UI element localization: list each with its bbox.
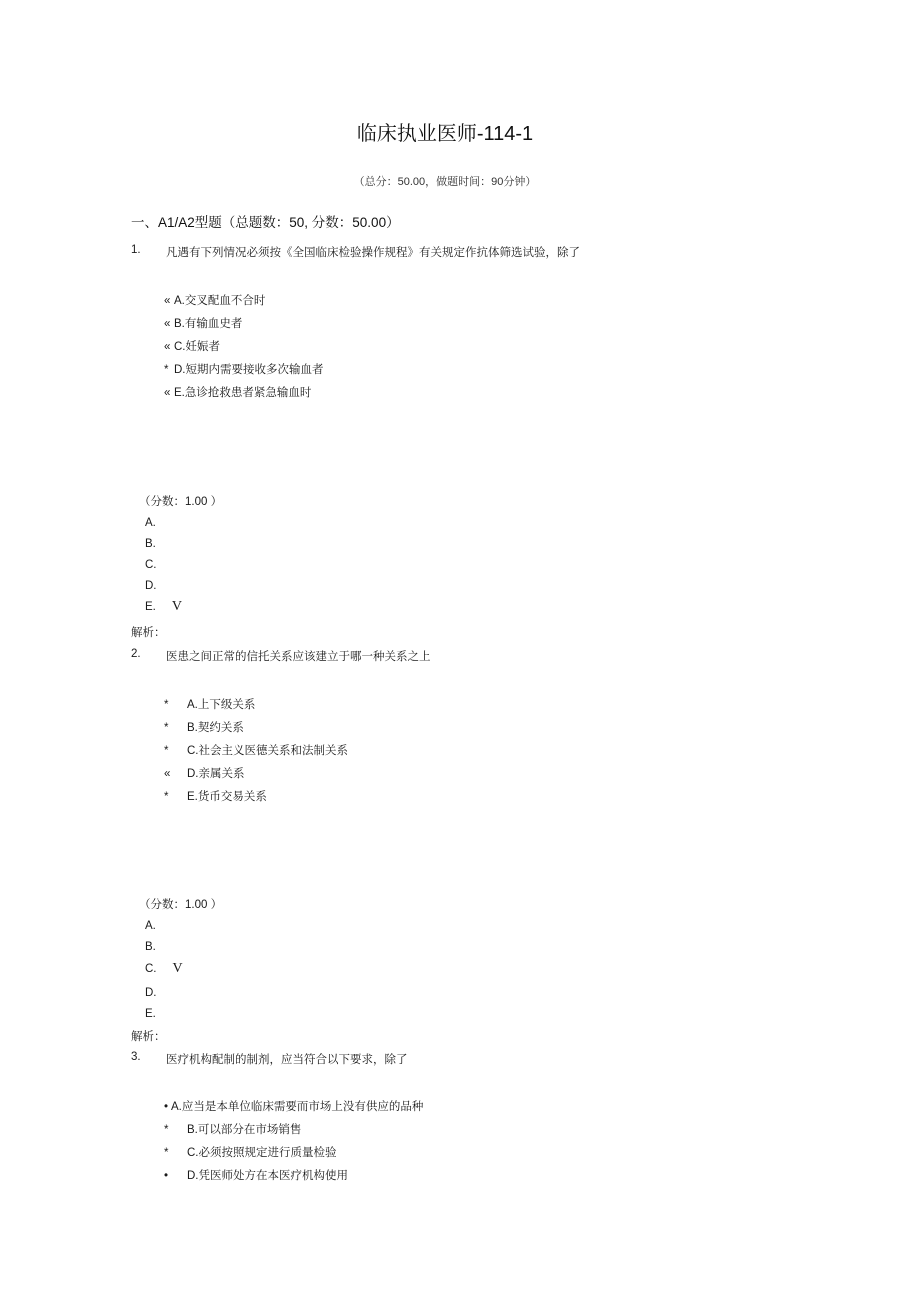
option-text: C.必须按照规定进行质量检验 xyxy=(187,1147,337,1159)
option-row[interactable] xyxy=(164,315,242,331)
answer-letter: E. xyxy=(145,601,156,613)
answer-letter: D. xyxy=(145,987,157,999)
option-marker: * xyxy=(164,364,169,376)
answer-row xyxy=(145,557,173,573)
option-text: C.社会主义医德关系和法制关系 xyxy=(187,745,348,757)
option-marker: • xyxy=(164,1170,169,1182)
answer-row xyxy=(145,578,173,594)
answer-row xyxy=(145,918,172,934)
option-marker: • xyxy=(164,1101,169,1113)
option-row[interactable] xyxy=(164,1167,348,1183)
option-text: C.妊娠者 xyxy=(174,341,220,353)
analysis-label: 解析： xyxy=(131,627,166,639)
option-row[interactable] xyxy=(164,1144,337,1160)
answer-letter: A. xyxy=(145,920,156,932)
option-row[interactable] xyxy=(164,696,255,712)
answer-letter: C. xyxy=(145,963,157,975)
answer-letter: E. xyxy=(145,1008,156,1020)
option-row[interactable] xyxy=(164,292,265,308)
answer-letter: D. xyxy=(145,580,157,592)
answer-row xyxy=(145,985,173,1001)
option-marker: « xyxy=(164,295,171,307)
option-text: D.短期内需要接收多次输血者 xyxy=(174,364,324,376)
question-number: 2. xyxy=(131,648,141,660)
answer-letter: B. xyxy=(145,941,156,953)
answer-row xyxy=(145,939,172,955)
option-text: A.上下级关系 xyxy=(187,699,256,711)
answer-letter: C. xyxy=(145,559,157,571)
question-text: 凡遇有下列情况必须按《全国临床检验操作规程》有关规定作抗体筛选试验，除了 xyxy=(166,247,580,259)
option-row[interactable] xyxy=(164,338,220,354)
question-text: 医疗机构配制的制剂，应当符合以下要求，除了 xyxy=(166,1054,408,1066)
question-text: 医患之间正常的信托关系应该建立于哪一种关系之上 xyxy=(166,651,431,663)
option-text: A.交叉配血不合时 xyxy=(174,295,266,307)
option-text: D.凭医师处方在本医疗机构使用 xyxy=(187,1170,348,1182)
option-text: B.可以部分在市场销售 xyxy=(187,1124,302,1136)
option-text: E.货币交易关系 xyxy=(187,791,267,803)
question-score: （分数：1.00 ） xyxy=(139,899,223,911)
option-marker: « xyxy=(164,387,171,399)
option-row[interactable] xyxy=(164,1098,423,1114)
option-marker: « xyxy=(164,341,171,353)
question-score: （分数：1.00 ） xyxy=(139,496,223,508)
option-marker: * xyxy=(164,722,169,734)
option-text: A.应当是本单位临床需要而市场上没有供应的品种 xyxy=(171,1101,424,1113)
option-marker: * xyxy=(164,1147,169,1159)
option-marker: * xyxy=(164,1124,169,1136)
analysis-label: 解析： xyxy=(131,1031,166,1043)
question-number: 1. xyxy=(131,244,141,256)
answer-letter: B. xyxy=(145,538,156,550)
answer-row xyxy=(145,961,183,977)
option-row[interactable] xyxy=(164,1121,301,1137)
option-marker: * xyxy=(164,791,169,803)
option-text: B.有输血史者 xyxy=(174,318,243,330)
option-text: B.契约关系 xyxy=(187,722,244,734)
option-marker: * xyxy=(164,699,169,711)
option-row[interactable] xyxy=(164,788,267,804)
answer-check: V xyxy=(172,961,183,976)
option-marker: « xyxy=(164,318,171,330)
answer-letter: A. xyxy=(145,517,156,529)
option-marker: * xyxy=(164,745,169,757)
answer-row xyxy=(145,536,172,552)
option-text: D.亲属关系 xyxy=(187,768,245,780)
option-row[interactable] xyxy=(164,361,324,377)
answer-row xyxy=(145,599,182,615)
option-row[interactable] xyxy=(164,384,311,400)
option-marker: « xyxy=(164,768,171,780)
answer-row xyxy=(145,515,172,531)
question-number: 3. xyxy=(131,1051,141,1063)
page-title: 临床执业医师-114-1 xyxy=(356,123,534,145)
answer-check: V xyxy=(171,599,182,614)
option-row[interactable] xyxy=(164,719,244,735)
exam-meta: （总分：50.00，做题时间：90分钟） xyxy=(353,176,537,188)
option-text: E.急诊抢救患者紧急输血时 xyxy=(174,387,312,399)
answer-row xyxy=(145,1006,172,1022)
option-row[interactable] xyxy=(164,742,348,758)
section-heading: 一、A1/A2型题（总题数：50, 分数：50.00） xyxy=(131,215,400,230)
option-row[interactable] xyxy=(164,765,245,781)
